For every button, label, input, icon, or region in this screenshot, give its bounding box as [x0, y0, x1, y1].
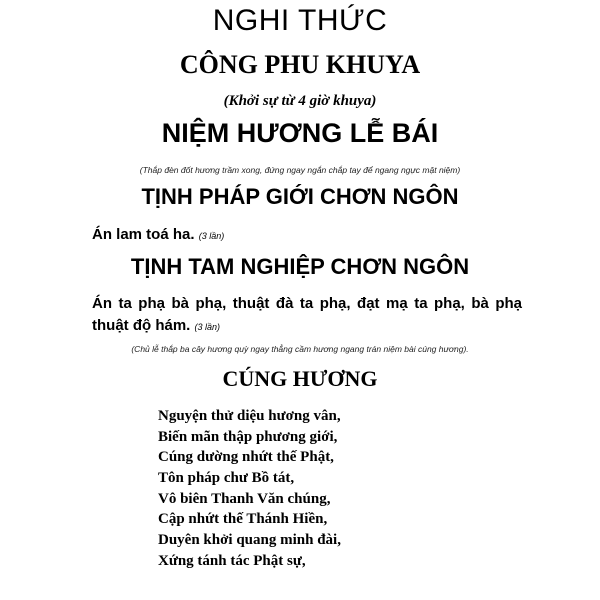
verse-line: Vô biên Thanh Văn chúng, [158, 490, 331, 507]
repeat-count: (3 lần) [198, 231, 225, 241]
verse-line: Nguyện thử diệu hương vân, [158, 408, 341, 424]
instruction-note: (Thắp đèn đốt hương trầm xong, đứng ngay ngắn chắp tay để ngang ngực mật niệm) [139, 165, 461, 175]
verse-line: Cập nhứt thế Thánh Hiền, [158, 511, 328, 528]
mantra-line-end [92, 315, 522, 338]
mantra-line: Án ta phạ bà phạ, thuật đà ta phạ, đạt mạ ta phạ, bà phạ [92, 295, 522, 312]
verse-line: Cúng dường nhứt thế Phật, [158, 449, 334, 466]
mantra-paragraph [92, 226, 224, 243]
verse-line: Biến mãn thập phương giới, [158, 428, 338, 445]
verse-line: Tôn pháp chư Bồ tát, [158, 470, 295, 487]
instruction-note: (Chủ lễ thắp ba cây hương quỳ ngay thẳng cầm hương ngang trán niệm bài cúng hương). [131, 344, 469, 354]
mantra-text: Án lam toá ha. [92, 226, 195, 243]
mantra-line: thuật độ hám. [92, 317, 191, 334]
document-header: NGHI THỨC [212, 4, 388, 37]
mantra-paragraph [92, 293, 522, 338]
verse-line: Duyên khởi quang minh đài, [158, 532, 341, 549]
section-heading-tinh-tam-nghiep: TỊNH TAM NGHIỆP CHƠN NGÔN [130, 254, 470, 279]
section-heading-niem-huong: NIỆM HƯƠNG LỄ BÁI [161, 118, 439, 148]
section-heading-cung-huong: CÚNG HƯƠNG [222, 366, 378, 391]
section-heading-tinh-phap-gioi: TỊNH PHÁP GIỚI CHƠN NGÔN [141, 184, 459, 209]
document-subtitle: (Khởi sự từ 4 giờ khuya) [223, 93, 377, 109]
verse-list [158, 406, 341, 572]
repeat-count: (3 lần) [194, 322, 221, 332]
document-title: CÔNG PHU KHUYA [179, 50, 421, 79]
verse-line: Xứng tánh tác Phật sự, [158, 552, 306, 569]
